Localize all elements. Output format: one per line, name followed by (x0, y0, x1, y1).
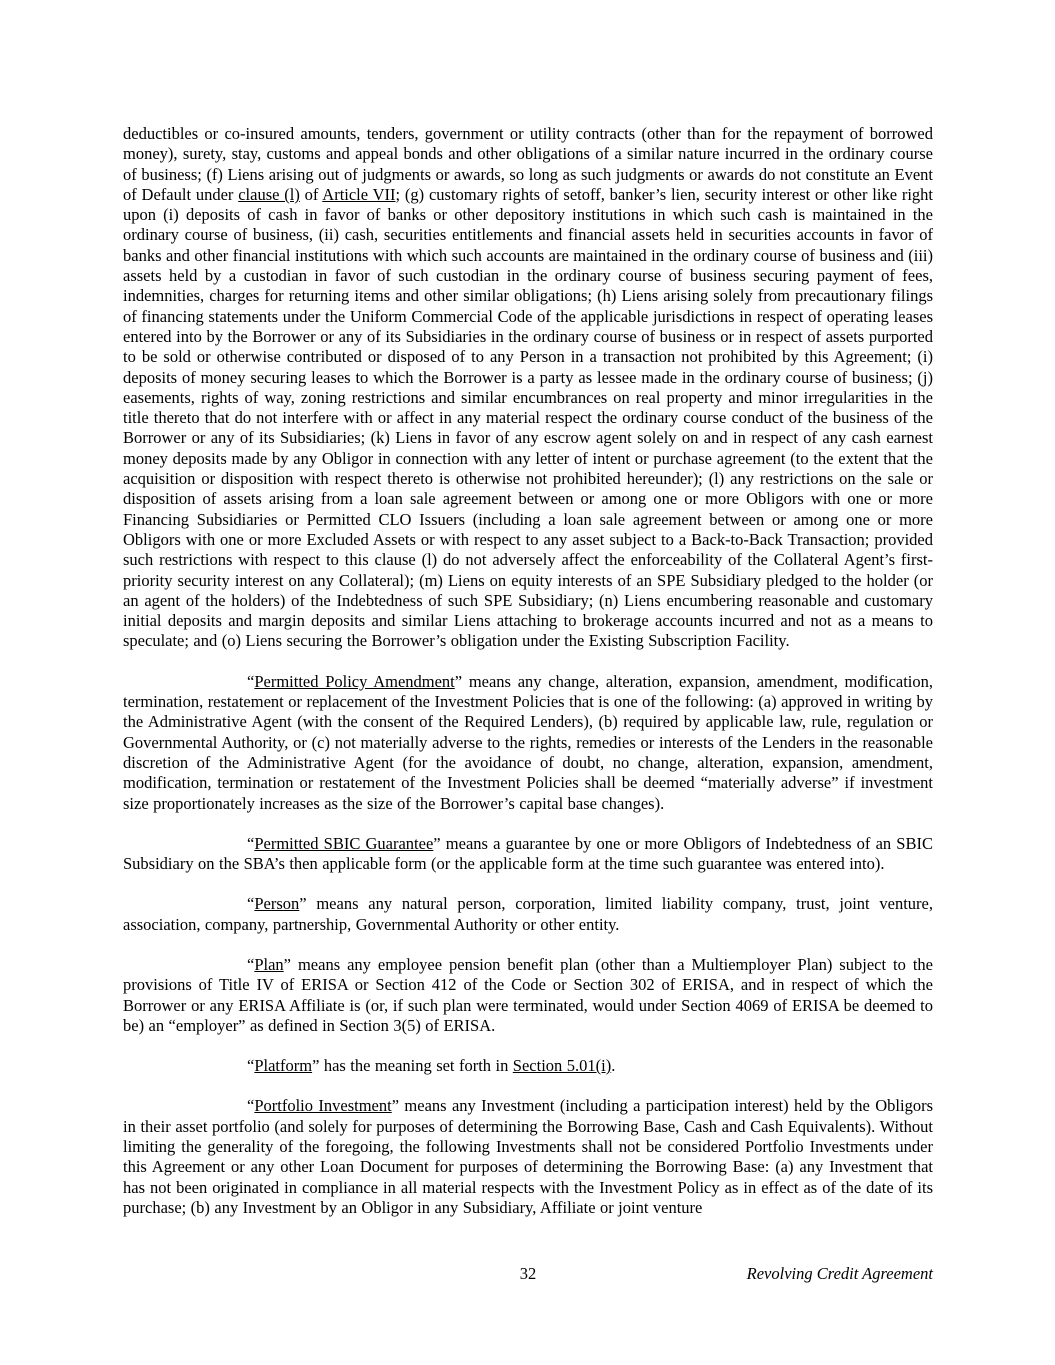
paragraph (123, 124, 933, 652)
paragraph (123, 1056, 933, 1076)
defined-term: Platform (254, 1056, 313, 1076)
defined-term: clause (l) (238, 184, 300, 204)
paragraph (123, 894, 933, 935)
text-run: ” has the meaning set forth in (312, 1056, 513, 1076)
text-run: “ (247, 954, 255, 974)
paragraph (123, 955, 933, 1036)
text-run: “ (247, 1096, 255, 1116)
document-body (123, 124, 933, 1238)
text-run: “ (247, 894, 255, 914)
text-run: of (299, 184, 323, 204)
defined-term: Person (254, 894, 300, 914)
text-run: . (611, 1056, 616, 1076)
paragraph (123, 834, 933, 875)
text-run: “ (247, 1056, 255, 1076)
paragraph (123, 1096, 933, 1218)
footer-document-title: Revolving Credit Agreement (746, 1264, 933, 1283)
text-run: ; (g) customary rights of setoff, banker’s lien, security interest or other like right upon (i) deposits of cash in favor of banks or other depository institutions in which such cash is maintained in the ordinary course of business, (ii) cash, securities entitlements and financial assets held in securities accounts in favor of banks and other financial institutions with which such accounts are maintained in the ordinary course of business and (iii) assets held by a custodian in favor of such custodian in the ordinary course of business securing payment of fees, indemnities, charges for returning items and other similar obligations; (h) Liens arising solely from precautionary filings of financing statements under the Uniform Commercial Code of the applicable jurisdictions in respect of operating leases entered into by the Borrower or any of its Subsidiaries in the ordinary course of business or in respect of assets purported to be sold or otherwise contributed or disposed of to any Person in a transaction not prohibited by this Agreement; (i) deposits of money securing leases to which the Borrower is a party as lessee made in the ordinary course of business; (j) easements, rights of way, zoning restrictions and similar encumbrances on real property and minor irregularities in the title thereto that do not interfere with or affect in any material respect the ordinary course conduct of the business of the Borrower or any of its Subsidiaries; (k) Liens in favor of any escrow agent solely on and in respect of any cash earnest money deposits made by any Obligor in connection with any letter of intent or purchase agreement (to the extent that the acquisition or disposition with respect thereto is otherwise not prohibited hereunder); (l) any restrictions on the sale or disposition of assets arising from a loan sale agreement between or among one or more Obligors with one or more Financing Subsidiaries or Permitted CLO Issuers (including a loan sale agreement between or among one or more Obligors with one or more Excluded Assets or with respect to any asset subject to a Back-to-Back Transaction; provided such restrictions with respect to this clause (l) do not adversely affect the enforceability of the Collateral Agent’s first-priority security interest on any Collateral); (m) Liens on equity interests of an SPE Subsidiary pledged to the holder (or an agent of the holders) of the Indebtedness of such SPE Subsidiary; (n) Liens encumbering reasonable and customary initial deposits and margin deposits and similar Liens attaching to brokerage accounts incurred and not as a means to speculate; and (o) Liens securing the Borrower’s obligation under the Existing Subscription Facility. (123, 184, 934, 651)
text-run: deductibles or co-insured amounts, tenders, government or utility contracts (other than for the repayment of borrowed money), surety, stay, customs and appeal bonds and other obligations of a similar nature incurred in the ordinary course of business; (f) Liens arising out of judgments or awards, so long as such judgments or awards do not constitute an Event of Default under (123, 124, 933, 204)
defined-term: Portfolio Investment (254, 1096, 392, 1116)
paragraph (123, 672, 933, 814)
page-footer (123, 1263, 933, 1285)
defined-term: Plan (254, 954, 284, 974)
text-run: ” means any change, alteration, expansion, amendment, modification, termination, restatement or replacement of the Investment Policies that is one of the following: (a) approved in writing by the Administrative Agent (with the consent of the Required Lenders), (b) required by applicable law, rule, regulation or Governmental Authority, or (c) not materially adverse to the rights, remedies or interests of the Lenders in the reasonable discretion of the Administrative Agent (for the avoidance of doubt, no change, alteration, expansion, amendment, modification, termination or restatement of the Investment Policies shall be deemed “materially adverse” if investment size proportionately increases as the size of the Borrower’s capital base changes). (123, 671, 933, 813)
defined-term: Section 5.01(i) (512, 1056, 612, 1076)
text-run: “ (247, 671, 255, 691)
text-run: ” means any natural person, corporation, limited liability company, trust, joint venture, association, company, partnership, Governmental Authority or other entity. (123, 894, 933, 934)
defined-term: Permitted Policy Amendment (254, 671, 455, 691)
text-run: ” means any Investment (including a participation interest) held by the Obligors in their asset portfolio (and solely for purposes of determining the Borrowing Base, Cash and Cash Equivalents). Without limiting the generality of the foregoing, the following Investments shall not be considered Portfolio Investments under this Agreement or any other Loan Document for purposes of determining the Borrowing Base: (a) any Investment that has not been originated in compliance in all material respects with the Investment Policy as in effect as of the date of its purchase; (b) any Investment by an Obligor in any Subsidiary, Affiliate or joint venture (123, 1096, 933, 1217)
page-number: 32 (519, 1264, 537, 1283)
defined-term: Permitted SBIC Guarantee (254, 833, 434, 853)
text-run: “ (247, 833, 255, 853)
text-run: ” means a guarantee by one or more Obligors of Indebtedness of an SBIC Subsidiary on the SBA’s then applicable form (or the applicable form at the time such guarantee was entered into). (123, 833, 933, 874)
defined-term: Article VII (322, 184, 396, 204)
text-run: ” means any employee pension benefit plan (other than a Multiemployer Plan) subject to the provisions of Title IV of ERISA or Section 412 of the Code or Section 302 of ERISA, and in respect of which the Borrower or any ERISA Affiliate is (or, if such plan were terminated, would under Section 4069 of ERISA be deemed to be) an “employer” as defined in Section 3(5) of ERISA. (123, 954, 933, 1035)
